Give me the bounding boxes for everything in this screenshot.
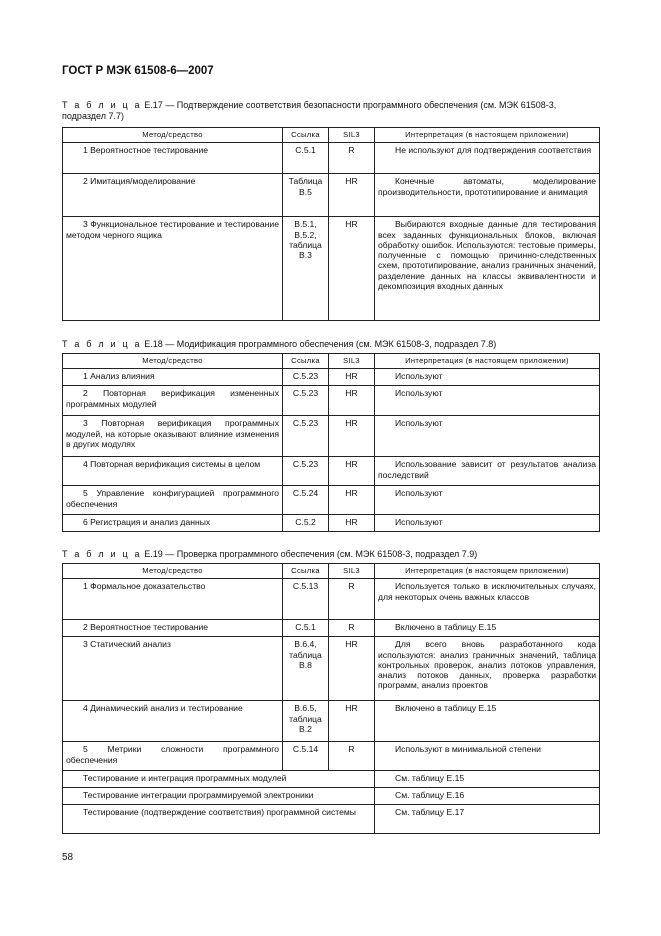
wide-method-cell: Тестирование (подтверждение соответствия) программной системы	[83, 807, 356, 818]
sil-cell: R	[329, 742, 375, 771]
interp-cell: Включено в таблицу E.15	[395, 622, 497, 633]
method-cell: 1 Анализ влияния	[83, 371, 155, 382]
interp-cell: См. таблицу E.15	[395, 773, 465, 784]
table-label: Т а б л и ц а	[62, 339, 142, 349]
page-number: 58	[62, 852, 74, 863]
method-cell: 4 Динамический анализ и тестирование	[83, 703, 243, 714]
sil-cell: HR	[329, 416, 375, 457]
ref-cell: C.5.23	[283, 457, 329, 486]
ref-cell: B.6.5, таблица B.2	[283, 701, 329, 742]
ref-cell: B.6.4, таблица B.8	[283, 637, 329, 701]
table-row	[63, 386, 600, 416]
method-cell: 3 Статический анализ	[83, 639, 171, 650]
sil-cell: R	[329, 620, 375, 637]
table-label: Т а б л и ц а	[62, 100, 142, 110]
table-e18	[62, 353, 600, 532]
column-header-sil: SIL3	[329, 564, 375, 579]
interp-cell: Используют	[395, 488, 443, 499]
table-caption-text: E.19 — Проверка программного обеспечения (см. МЭК 61508-3, подраздел 7.9)	[144, 549, 478, 559]
method-cell: 1 Вероятностное тестирование	[83, 145, 209, 156]
wide-method-cell: Тестирование интеграции программируемой электроники	[83, 790, 314, 801]
interp-cell: Используют	[395, 517, 443, 528]
table-row	[63, 143, 600, 174]
column-header-interp: Интерпретация (в настоящем приложении)	[375, 354, 600, 369]
sil-cell: R	[329, 579, 375, 620]
method-cell: 5 Управление конфигурацией программного обеспечения	[66, 488, 279, 509]
table-caption-text: E.17 — Подтверждение соответствия безопасности программного обеспечения (см. МЭК 61508-3, подраздел 7.7)	[62, 100, 557, 121]
column-header-method: Метод/средство	[63, 354, 283, 369]
sil-cell: HR	[329, 174, 375, 217]
interp-cell: Не используют для подтверждения соответствия	[395, 145, 592, 156]
table-row	[63, 788, 600, 805]
interp-cell: Использование зависит от результатов анализа последствий	[378, 459, 596, 480]
sil-cell: HR	[329, 217, 375, 321]
column-header-interp: Интерпретация (в настоящем приложении)	[375, 564, 600, 579]
table-e19-caption	[62, 549, 602, 560]
ref-cell: C.5.13	[283, 579, 329, 620]
table-row	[63, 620, 600, 637]
column-header-interp: Интерпретация (в настоящем приложении)	[375, 128, 600, 143]
table-row	[63, 637, 600, 701]
table-e17	[62, 127, 600, 321]
table-label: Т а б л и ц а	[62, 549, 142, 559]
interp-cell: Конечные автоматы, моделирование производительности, прототипирование и анимация	[378, 176, 596, 197]
column-header-sil: SIL3	[329, 128, 375, 143]
interp-cell: Выбираются входные данные для тестирования всех заданных функциональных блоков, включая обработку ошибок. Используются: тестовые примеры, полученные с помощью причинно-следственных схем, прототипирование, анализ граничных значений, разделение данных на классы эквивалентности и декомпозиция входных данных	[378, 219, 596, 292]
ref-cell: C.5.1	[283, 620, 329, 637]
column-header-ref: Ссылка	[283, 128, 329, 143]
method-cell: 6 Регистрация и анализ данных	[83, 517, 211, 528]
interp-cell: См. таблицу E.16	[395, 790, 465, 801]
ref-cell: C.5.23	[283, 386, 329, 416]
table-caption-text: E.18 — Модификация программного обеспечения (см. МЭК 61508-3, подраздел 7.8)	[144, 339, 497, 349]
ref-cell: C.5.1	[283, 143, 329, 174]
sil-cell: HR	[329, 386, 375, 416]
sil-cell: HR	[329, 637, 375, 701]
table-row	[63, 701, 600, 742]
table-row	[63, 805, 600, 834]
table-header-row	[63, 564, 600, 579]
sil-cell: HR	[329, 486, 375, 515]
column-header-sil: SIL3	[329, 354, 375, 369]
table-row	[63, 515, 600, 532]
table-row	[63, 486, 600, 515]
interp-cell: Используют	[395, 371, 443, 382]
table-e17-caption	[62, 100, 602, 122]
method-cell: 2 Имитация/моделирование	[83, 176, 196, 187]
ref-cell: C.5.23	[283, 369, 329, 386]
column-header-ref: Ссылка	[283, 354, 329, 369]
interp-cell: Включено в таблицу E.15	[395, 703, 497, 714]
table-row	[63, 174, 600, 217]
table-row	[63, 369, 600, 386]
sil-cell: HR	[329, 515, 375, 532]
ref-cell: Таблица B.5	[283, 174, 329, 217]
sil-cell: HR	[329, 369, 375, 386]
ref-cell: B.5.1, B.5.2, таблица B.3	[283, 217, 329, 321]
method-cell: 3 Повторная верификация программных модулей, на которые оказывают влияние изменения в других модулях	[66, 418, 279, 449]
method-cell: 2 Повторная верификация измененных программных модулей	[66, 388, 279, 409]
table-e18-caption	[62, 339, 602, 350]
interp-cell: Используют в минимальной степени	[395, 744, 541, 755]
method-cell: 2 Вероятностное тестирование	[83, 622, 209, 633]
sil-cell: HR	[329, 701, 375, 742]
interp-cell: Для всего вновь разработанного кода используются: анализ граничных значений, таблица контрольных проверок, анализ потоков управления, анализ потоков данных, проверка разработки программ, анализ проектов	[378, 639, 596, 691]
interp-cell: Используют	[395, 418, 443, 429]
table-row	[63, 742, 600, 771]
ref-cell: C.5.14	[283, 742, 329, 771]
table-row	[63, 217, 600, 321]
table-header-row	[63, 128, 600, 143]
column-header-method: Метод/средство	[63, 564, 283, 579]
table-row	[63, 579, 600, 620]
ref-cell: C.5.2	[283, 515, 329, 532]
method-cell: 3 Функциональное тестирование и тестирование методом черного ящика	[66, 219, 279, 240]
method-cell: 1 Формальное доказательство	[83, 581, 206, 592]
ref-cell: C.5.23	[283, 416, 329, 457]
column-header-method: Метод/средство	[63, 128, 283, 143]
ref-cell: C.5.24	[283, 486, 329, 515]
document-header: ГОСТ Р МЭК 61508-6—2007	[62, 65, 214, 77]
interp-cell: Используют	[395, 388, 443, 399]
table-row	[63, 771, 600, 788]
column-header-ref: Ссылка	[283, 564, 329, 579]
wide-method-cell: Тестирование и интеграция программных модулей	[83, 773, 287, 784]
method-cell: 5 Метрики сложности программного обеспечения	[66, 744, 279, 765]
table-row	[63, 457, 600, 486]
method-cell: 4 Повторная верификация системы в целом	[83, 459, 261, 470]
table-header-row	[63, 354, 600, 369]
table-row	[63, 416, 600, 457]
table-e19	[62, 563, 600, 834]
sil-cell: HR	[329, 457, 375, 486]
interp-cell: Используется только в исключительных случаях, для некоторых очень важных классов	[378, 581, 596, 602]
sil-cell: R	[329, 143, 375, 174]
interp-cell: См. таблицу E.17	[395, 807, 465, 818]
